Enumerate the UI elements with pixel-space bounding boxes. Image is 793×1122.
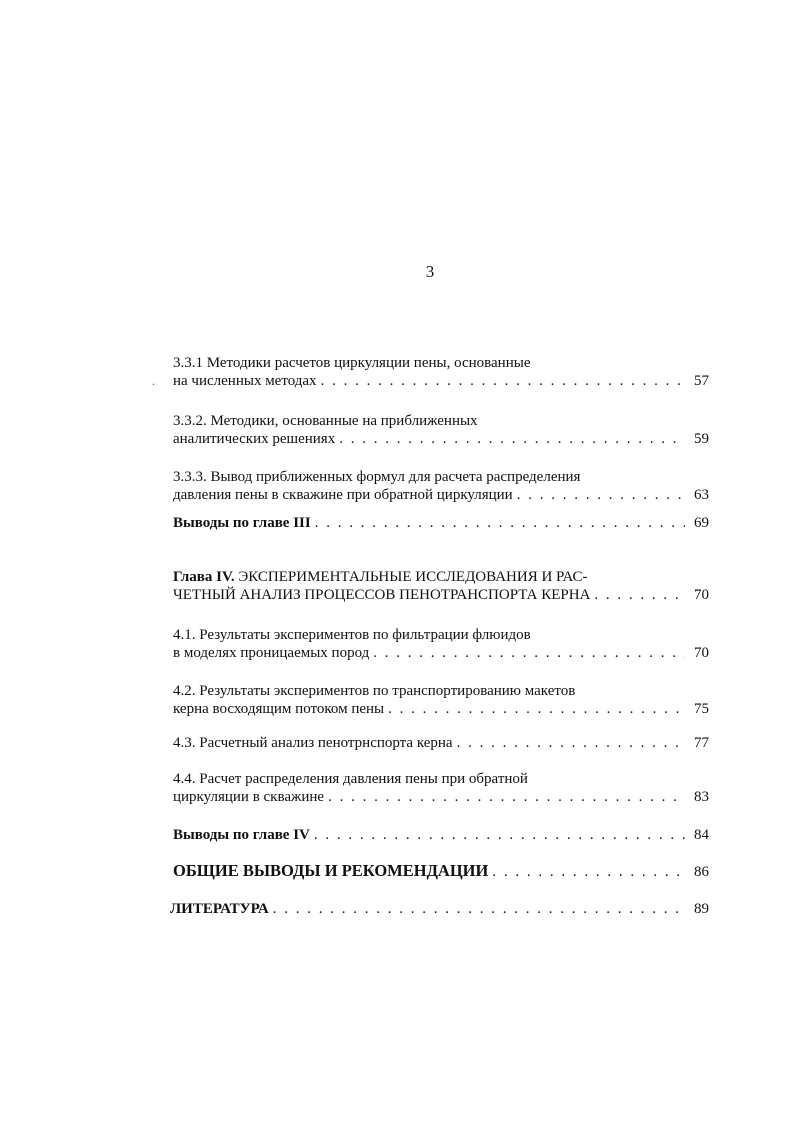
toc-entry-line bbox=[173, 372, 709, 390]
toc-entry-title-cont: циркуляции в скважине bbox=[173, 789, 325, 805]
dot-leader bbox=[457, 734, 685, 752]
scan-artifact: . bbox=[152, 374, 155, 388]
page-number: 3 bbox=[425, 262, 435, 281]
dot-leader bbox=[517, 486, 685, 504]
dot-leader bbox=[373, 644, 685, 662]
toc-page-number: 75 bbox=[694, 701, 709, 717]
toc-entry-line bbox=[173, 700, 709, 718]
toc-entry-title: 4.3. Расчетный анализ пенотрнспорта керна bbox=[173, 735, 453, 751]
toc-entry-3-3-3 bbox=[173, 468, 709, 504]
toc-entry-literature bbox=[170, 900, 709, 918]
toc-page-number: 89 bbox=[694, 901, 709, 917]
toc-page-number: 84 bbox=[694, 827, 709, 843]
toc-entry-line bbox=[173, 568, 709, 586]
toc-entry-title: 4.2. Результаты экспериментов по транспортированию макетов bbox=[173, 683, 576, 699]
toc-entry-4-2 bbox=[173, 682, 709, 718]
toc-entry-3-3-1 bbox=[173, 354, 709, 390]
toc-page-number: 77 bbox=[694, 735, 709, 751]
toc-entry-line bbox=[173, 412, 709, 430]
toc-entry-title: ЛИТЕРАТУРА bbox=[170, 901, 269, 917]
toc-entry-line bbox=[173, 734, 709, 752]
toc-entry-title: Выводы по главе III bbox=[173, 515, 311, 531]
toc-entry-title: Выводы по главе IV bbox=[173, 827, 310, 843]
dot-leader bbox=[328, 788, 685, 806]
dot-leader bbox=[273, 900, 685, 918]
toc-entry-title-cont: аналитических решениях bbox=[173, 431, 336, 447]
toc-entry-conclusions-ch3 bbox=[173, 514, 709, 532]
toc-entry-title-cont: на численных методах bbox=[173, 373, 317, 389]
toc-entry-line bbox=[173, 826, 709, 844]
toc-entry-conclusions-ch4 bbox=[173, 826, 709, 844]
toc-entry-title: ЭКСПЕРИМЕНТАЛЬНЫЕ ИССЛЕДОВАНИЯ И РАС- bbox=[234, 569, 588, 585]
toc-entry-title: 3.3.2. Методики, основанные на приближенных bbox=[173, 413, 478, 429]
toc-entry-line bbox=[170, 900, 709, 918]
toc-entry-chapter-label: Глава IV. bbox=[173, 569, 235, 585]
toc-entry-title: 4.1. Результаты экспериментов по фильтрации флюидов bbox=[173, 627, 531, 643]
toc-page-number: 70 bbox=[694, 587, 709, 603]
dot-leader bbox=[314, 826, 685, 844]
toc-entry-3-3-2 bbox=[173, 412, 709, 448]
toc-entry-line bbox=[173, 788, 709, 806]
toc-entry-line bbox=[173, 430, 709, 448]
toc-entry-line bbox=[173, 354, 709, 372]
toc-entry-title: 3.3.3. Вывод приближенных формул для расчета распределения bbox=[173, 469, 581, 485]
toc-entry-title-cont: ЧЕТНЫЙ АНАЛИЗ ПРОЦЕССОВ ПЕНОТРАНСПОРТА КЕРНА bbox=[173, 587, 591, 603]
toc-entry-chapter-4 bbox=[173, 568, 709, 604]
toc-entry-line bbox=[173, 770, 709, 788]
toc-entry-title-cont: в моделях проницаемых пород bbox=[173, 645, 370, 661]
toc-entry-line bbox=[173, 644, 709, 662]
toc-entry-line bbox=[173, 486, 709, 504]
toc-entry-4-4 bbox=[173, 770, 709, 806]
dot-leader bbox=[388, 700, 685, 718]
toc-entry-title: 3.3.1 Методики расчетов циркуляции пены, основанные bbox=[173, 355, 531, 371]
toc-page-number: 70 bbox=[694, 645, 709, 661]
toc-entry-title-cont: керна восходящим потоком пены bbox=[173, 701, 385, 717]
toc-entry-line bbox=[173, 682, 709, 700]
toc-page-number: 59 bbox=[694, 431, 709, 447]
dot-leader bbox=[339, 430, 685, 448]
toc-entry-line bbox=[173, 468, 709, 486]
toc-entry-title: 4.4. Расчет распределения давления пены при обратной bbox=[173, 771, 528, 787]
toc-page-number: 86 bbox=[694, 864, 709, 880]
toc-entry-line bbox=[173, 626, 709, 644]
toc-page-number: 69 bbox=[694, 515, 709, 531]
dot-leader bbox=[594, 586, 685, 604]
dot-leader bbox=[492, 863, 685, 881]
dot-leader bbox=[315, 514, 685, 532]
toc-entry-general-conclusions bbox=[173, 862, 709, 881]
toc-entry-line bbox=[173, 862, 709, 881]
toc-entry-4-3 bbox=[173, 734, 709, 752]
toc-entry-title-cont: давления пены в скважине при обратной циркуляции bbox=[173, 487, 513, 503]
toc-entry-line bbox=[173, 586, 709, 604]
toc-page-number: 57 bbox=[694, 373, 709, 389]
toc-entry-line bbox=[173, 514, 709, 532]
dot-leader bbox=[321, 372, 685, 390]
toc-page-number: 83 bbox=[694, 789, 709, 805]
toc-entry-title: ОБЩИЕ ВЫВОДЫ И РЕКОМЕНДАЦИИ bbox=[173, 861, 489, 880]
toc-page-number: 63 bbox=[694, 487, 709, 503]
toc-entry-4-1 bbox=[173, 626, 709, 662]
